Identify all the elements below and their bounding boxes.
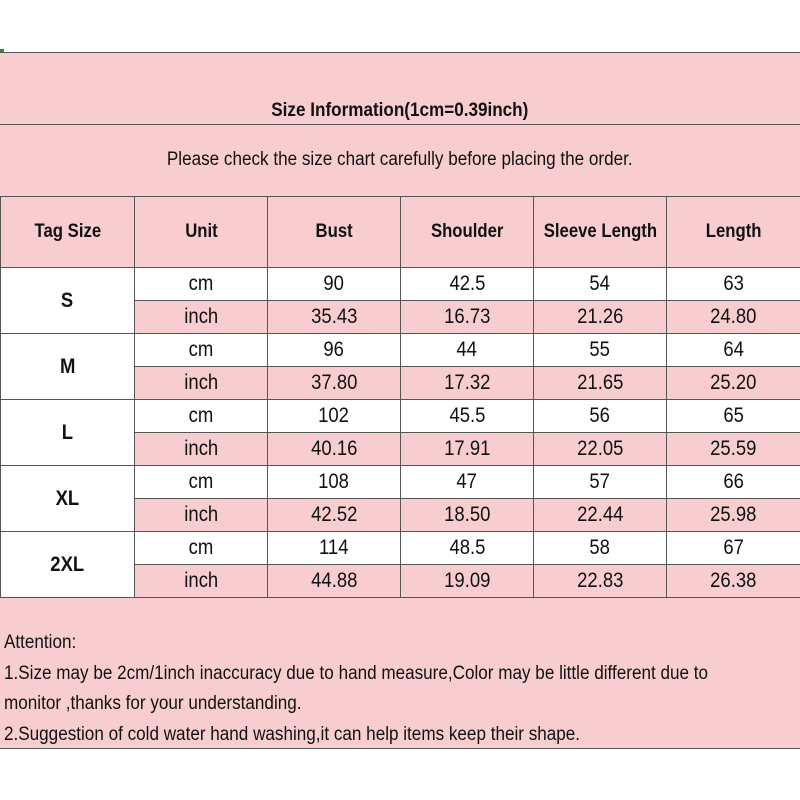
subtitle-text: Please check the size chart carefully before placing the order.	[167, 149, 633, 170]
note-line: 2.Suggestion of cold water hand washing,it can help items keep their shape.	[4, 723, 581, 745]
bust-cell: 90	[268, 268, 401, 301]
sleeve-cell: 22.05	[534, 433, 667, 466]
subtitle	[0, 125, 800, 195]
length-cell: 25.20	[667, 367, 800, 400]
bust-cell: 42.52	[268, 499, 401, 532]
sleeve-cell: 22.44	[534, 499, 667, 532]
tag-size-cell: 2XL	[1, 532, 135, 598]
shoulder-cell: 44	[401, 334, 534, 367]
shoulder-cell: 48.5	[401, 532, 534, 565]
length-cell: 25.59	[667, 433, 800, 466]
size-table	[0, 196, 800, 598]
table-row	[1, 268, 800, 301]
unit-cell: cm	[135, 400, 268, 433]
table-row	[1, 334, 800, 367]
length-cell: 64	[667, 334, 800, 367]
shoulder-cell: 18.50	[401, 499, 534, 532]
shoulder-cell: 45.5	[401, 400, 534, 433]
sleeve-cell: 55	[534, 334, 667, 367]
sleeve-cell: 58	[534, 532, 667, 565]
length-cell: 26.38	[667, 565, 800, 598]
length-cell: 67	[667, 532, 800, 565]
bust-cell: 108	[268, 466, 401, 499]
unit-cell: cm	[135, 466, 268, 499]
sleeve-cell: 54	[534, 268, 667, 301]
unit-cell: inch	[135, 565, 268, 598]
note-line: 1.Size may be 2cm/1inch inaccuracy due to hand measure,Color may be little different due to	[4, 662, 709, 684]
bust-cell: 114	[268, 532, 401, 565]
length-cell: 66	[667, 466, 800, 499]
page-title	[0, 52, 800, 124]
length-cell: 65	[667, 400, 800, 433]
unit-cell: inch	[135, 499, 268, 532]
table-row	[1, 532, 800, 565]
shoulder-cell: 42.5	[401, 268, 534, 301]
column-header-bust: Bust	[268, 197, 401, 268]
unit-cell: inch	[135, 433, 268, 466]
column-header-length: Length	[667, 197, 800, 268]
tag-size-cell: L	[1, 400, 135, 466]
table-row	[1, 466, 800, 499]
length-cell: 63	[667, 268, 800, 301]
bust-cell: 44.88	[268, 565, 401, 598]
sleeve-cell: 22.83	[534, 565, 667, 598]
column-header-tag-size: Tag Size	[1, 197, 135, 268]
column-header-sleeve-length: Sleeve Length	[534, 197, 667, 268]
note-line: monitor ,thanks for your understanding.	[4, 693, 302, 714]
sleeve-cell: 56	[534, 400, 667, 433]
sleeve-cell: 21.65	[534, 367, 667, 400]
table-header-row	[1, 197, 800, 268]
bust-cell: 37.80	[268, 367, 401, 400]
sleeve-cell: 57	[534, 466, 667, 499]
unit-cell: inch	[135, 301, 268, 334]
length-cell: 25.98	[667, 499, 800, 532]
tag-size-cell: S	[1, 268, 135, 334]
table-row	[1, 400, 800, 433]
bust-cell: 40.16	[268, 433, 401, 466]
shoulder-cell: 17.91	[401, 433, 534, 466]
tag-size-cell: XL	[1, 466, 135, 532]
attention-notes	[4, 628, 796, 750]
length-cell: 24.80	[667, 301, 800, 334]
page-title-text: Size Information(1cm=0.39inch)	[271, 100, 529, 121]
unit-cell: cm	[135, 532, 268, 565]
column-header-unit: Unit	[135, 197, 268, 268]
bust-cell: 102	[268, 400, 401, 433]
unit-cell: inch	[135, 367, 268, 400]
notes-heading: Attention:	[4, 632, 77, 653]
unit-cell: cm	[135, 268, 268, 301]
bust-cell: 35.43	[268, 301, 401, 334]
tag-size-cell: M	[1, 334, 135, 400]
unit-cell: cm	[135, 334, 268, 367]
bust-cell: 96	[268, 334, 401, 367]
shoulder-cell: 19.09	[401, 565, 534, 598]
shoulder-cell: 16.73	[401, 301, 534, 334]
sleeve-cell: 21.26	[534, 301, 667, 334]
column-header-shoulder: Shoulder	[401, 197, 534, 268]
shoulder-cell: 17.32	[401, 367, 534, 400]
shoulder-cell: 47	[401, 466, 534, 499]
